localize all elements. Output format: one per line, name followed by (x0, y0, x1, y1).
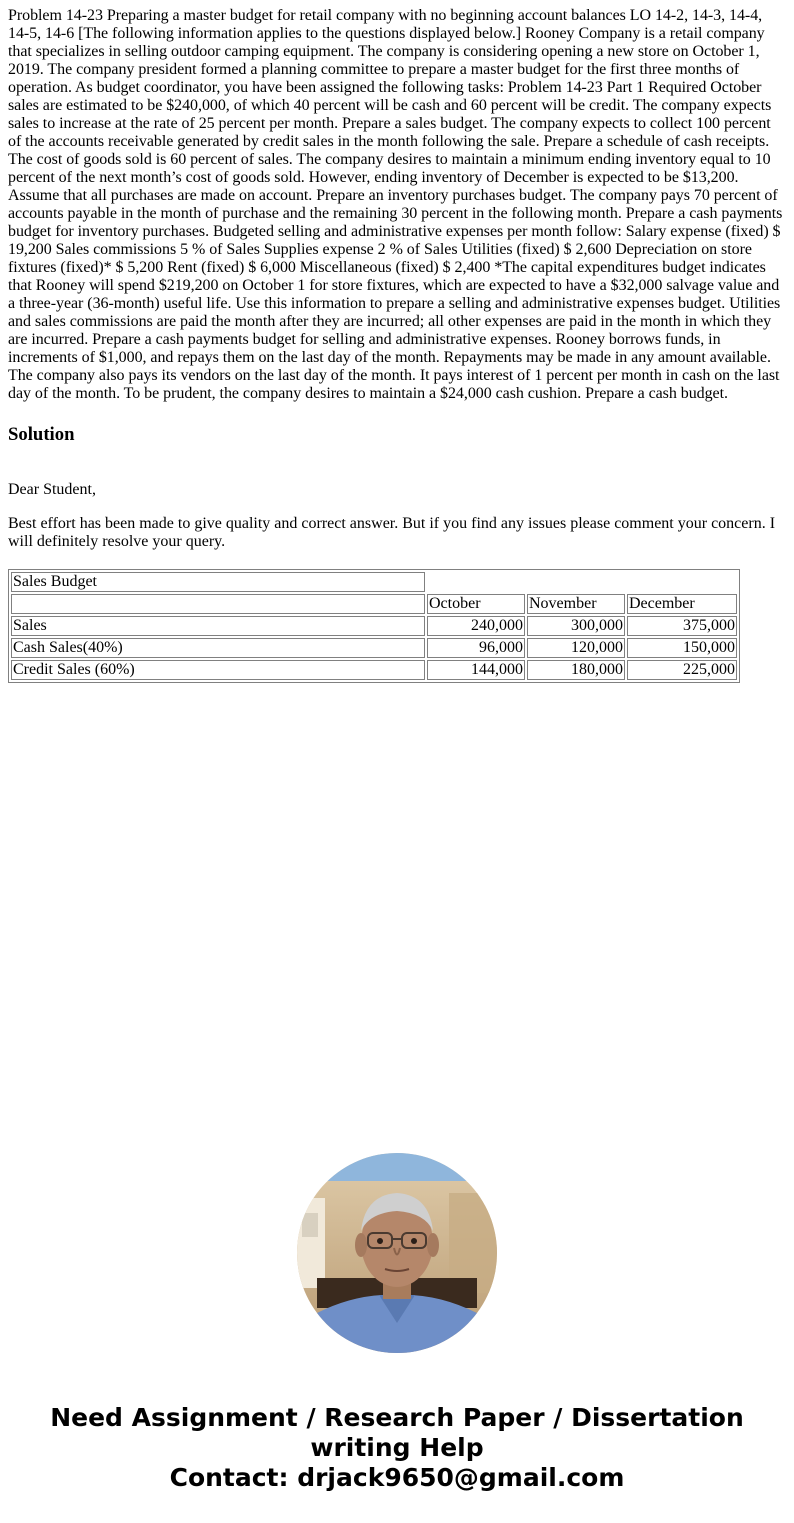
row-value: 96,000 (427, 638, 525, 658)
row-value: 120,000 (527, 638, 625, 658)
blank-cell (427, 572, 737, 592)
row-value: 225,000 (627, 660, 737, 680)
row-label: Sales (11, 616, 425, 636)
solution-heading: Solution (8, 424, 75, 445)
document-body (8, 7, 786, 683)
promo-line-2: writing Help (310, 1433, 484, 1462)
header-empty-cell (11, 594, 425, 614)
table-title-row (11, 572, 737, 592)
table-row (11, 616, 737, 636)
table-row (11, 660, 737, 680)
row-value: 375,000 (627, 616, 737, 636)
header-october: October (427, 594, 525, 614)
greeting-text: Dear Student, (8, 481, 96, 498)
tutor-portrait-icon (297, 1153, 497, 1353)
table-title-cell: Sales Budget (11, 572, 425, 592)
sales-budget-table (8, 569, 740, 683)
note-text: Best effort has been made to give quality and correct answer. But if you find any issues please comment your concern. I will definitely resolve your query. (8, 515, 776, 550)
table-row (11, 638, 737, 658)
row-label: Credit Sales (60%) (11, 660, 425, 680)
row-label: Cash Sales(40%) (11, 638, 425, 658)
problem-statement: Problem 14-23 Preparing a master budget for retail company with no beginning account balances LO 14-2, 14-3, 14-4, 14-5, 14-6 [The following information applies to the questions displayed below.] Rooney Company is a retail company that specializes in selling outdoor camping equipment. The company is considering opening a new store on October 1, 2019. The company president formed a planning committee to prepare a master budget for the first three months of operation. As budget coordinator, you have been assigned the following tasks: Problem 14-23 Part 1 Required October sales are estimated to be $240,000, of which 40 percent will be cash and 60 percent will be credit. The company expects sales to increase at the rate of 25 percent per month. Prepare a sales budget. The company expects to collect 100 percent of the accounts receivable generated by credit sales in the month following the sale. Prepare a schedule of cash receipts. The cost of goods sold is 60 percent of sales. The company desires to maintain a minimum ending inventory equal to 10 percent of the next month’s cost of goods sold. However, ending inventory of December is expected to be $13,200. Assume that all purchases are made on account. Prepare an inventory purchases budget. The company pays 70 percent of accounts payable in the month of purchase and the remaining 30 percent in the following month. Prepare a cash payments budget for inventory purchases. Budgeted selling and administrative expenses per month follow: Salary expense (fixed) $ 19,200 Sales commissions 5 % of Sales Supplies expense 2 % of Sales Utilities (fixed) $ 2,600 Depreciation on store fixtures (fixed)* $ 5,200 Rent (fixed) $ 6,000 Miscellaneous (fixed) $ 2,400 *The capital expenditures budget indicates that Rooney will spend $219,200 on October 1 for store fixtures, which are expected to have a $32,000 salvage value and a three-year (36-month) useful life. Use this information to prepare a selling and administrative expenses budget. Utilities and sales commissions are paid the month after they are incurred; all other expenses are paid in the month in which they are incurred. Prepare a cash payments budget for selling and administrative expenses. Rooney borrows funds, in increments of $1,000, and repays them on the last day of the month. Repayments may be made in any amount available. The company also pays its vendors on the last day of the month. It pays interest of 1 percent per month in cash on the last day of the month. To be prudent, the company desires to maintain a $24,000 cash cushion. Prepare a cash budget. (8, 7, 783, 402)
promo-line-1: Need Assignment / Research Paper / Dissertation (50, 1403, 744, 1432)
promo-banner (0, 1403, 794, 1493)
row-value: 144,000 (427, 660, 525, 680)
header-december: December (627, 594, 737, 614)
table-header-row (11, 594, 737, 614)
tutor-avatar (297, 1153, 497, 1353)
promo-contact-line: Contact: drjack9650@gmail.com (169, 1463, 625, 1492)
row-value: 300,000 (527, 616, 625, 636)
row-value: 180,000 (527, 660, 625, 680)
row-value: 240,000 (427, 616, 525, 636)
header-november: November (527, 594, 625, 614)
row-value: 150,000 (627, 638, 737, 658)
